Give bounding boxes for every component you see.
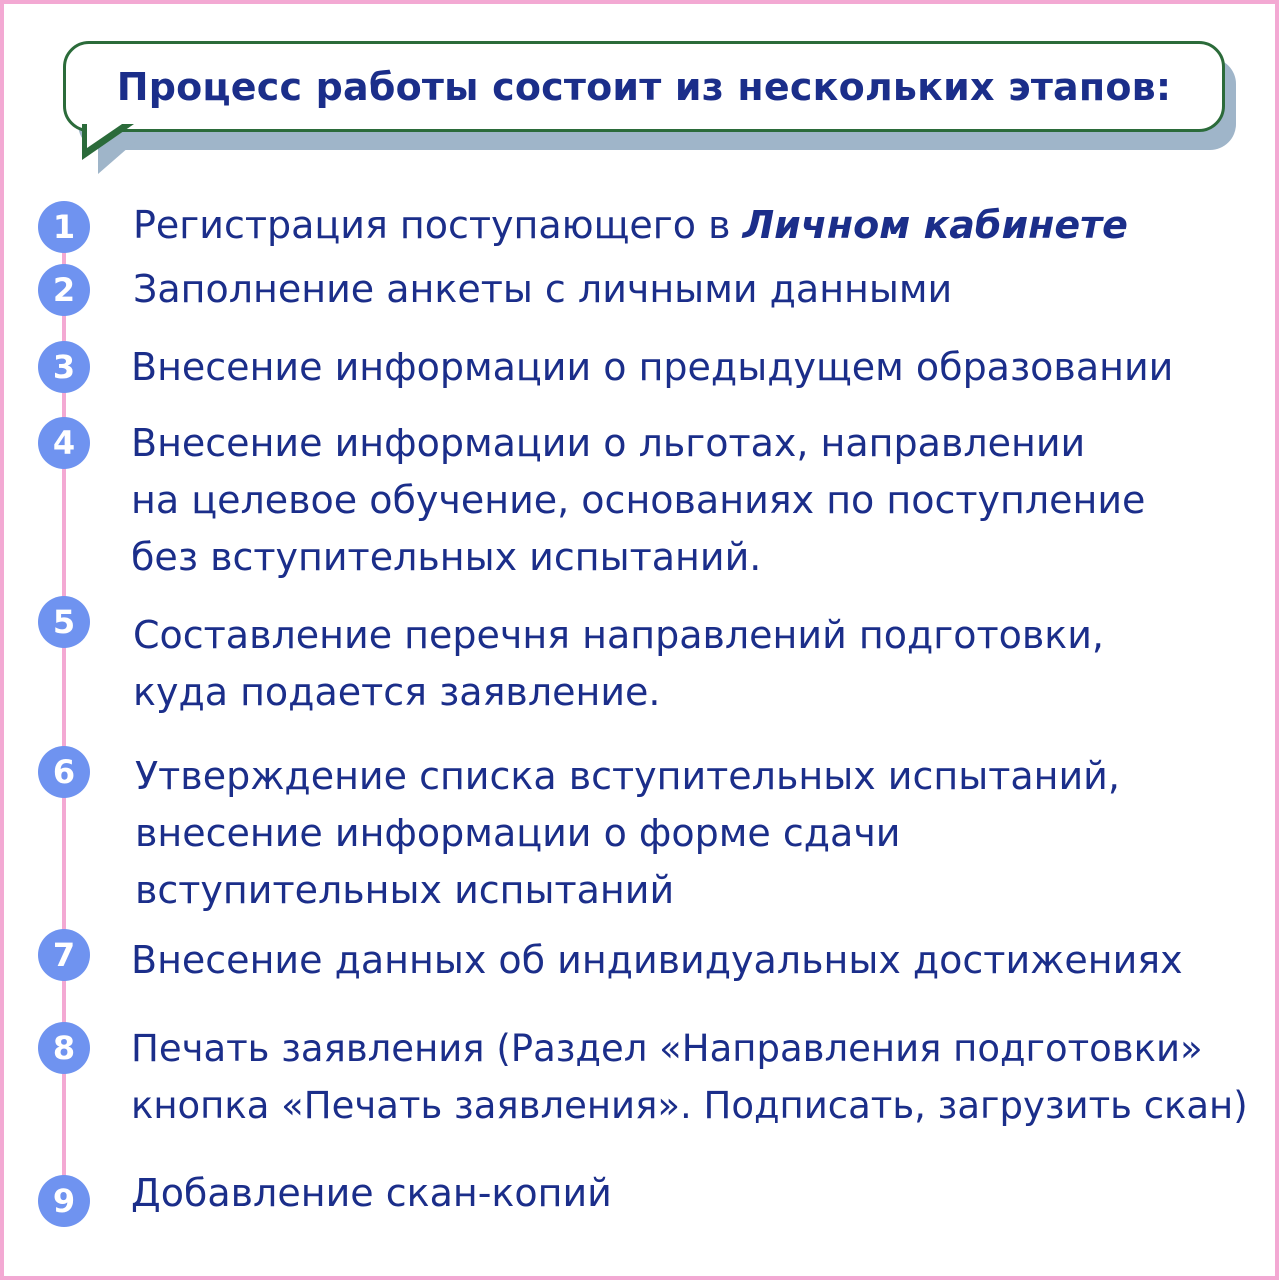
step-3-text [131, 339, 1173, 396]
step-2-line-1: Заполнение анкеты с личными данными [133, 267, 953, 311]
step-number-2: 2 [38, 264, 90, 316]
step-number-6: 6 [38, 746, 90, 798]
step-7-text [131, 932, 1183, 989]
step-9-line-1: Добавление скан-копий [131, 1171, 612, 1215]
step-1-emphasis: Личном кабинете [742, 203, 1128, 247]
step-number-3: 3 [38, 341, 90, 393]
step-2-text [133, 261, 952, 318]
step-number-4: 4 [38, 417, 90, 469]
step-6-line-2: внесение информации о форме сдачи [135, 811, 901, 855]
step-4-line-1: Внесение информации о льготах, направлении [131, 421, 1086, 465]
step-4-text [131, 415, 1145, 586]
step-6-text [135, 748, 1120, 919]
page-title: Процесс работы состоит из нескольких этапов: [116, 64, 1172, 109]
step-number-1: 1 [38, 201, 90, 253]
step-number-5: 5 [38, 596, 90, 648]
step-5-text [133, 607, 1104, 721]
step-7-line-1: Внесение данных об индивидуальных достижениях [131, 938, 1183, 982]
step-6-line-3: вступительных испытаний [135, 868, 675, 912]
step-5-line-2: куда подается заявление. [133, 670, 661, 714]
step-1-text [133, 197, 1128, 254]
step-1-line-1: Регистрация поступающего в [133, 203, 743, 247]
step-8-line-1: Печать заявления (Раздел «Направления подготовки» [131, 1027, 1203, 1070]
step-3-line-1: Внесение информации о предыдущем образовании [131, 345, 1174, 389]
step-6-line-1: Утверждение списка вступительных испытаний, [135, 754, 1120, 798]
step-5-line-1: Составление перечня направлений подготовки, [133, 613, 1104, 657]
step-number-7: 7 [38, 929, 90, 981]
step-4-line-2: на целевое обучение, основаниях по поступление [131, 478, 1146, 522]
step-number-9: 9 [38, 1175, 90, 1227]
step-9-text [131, 1165, 612, 1222]
step-8-text [131, 1020, 1248, 1134]
step-number-8: 8 [38, 1022, 90, 1074]
step-8-line-2: кнопка «Печать заявления». Подписать, загрузить скан) [131, 1084, 1248, 1127]
step-4-line-3: без вступительных испытаний. [131, 535, 762, 579]
